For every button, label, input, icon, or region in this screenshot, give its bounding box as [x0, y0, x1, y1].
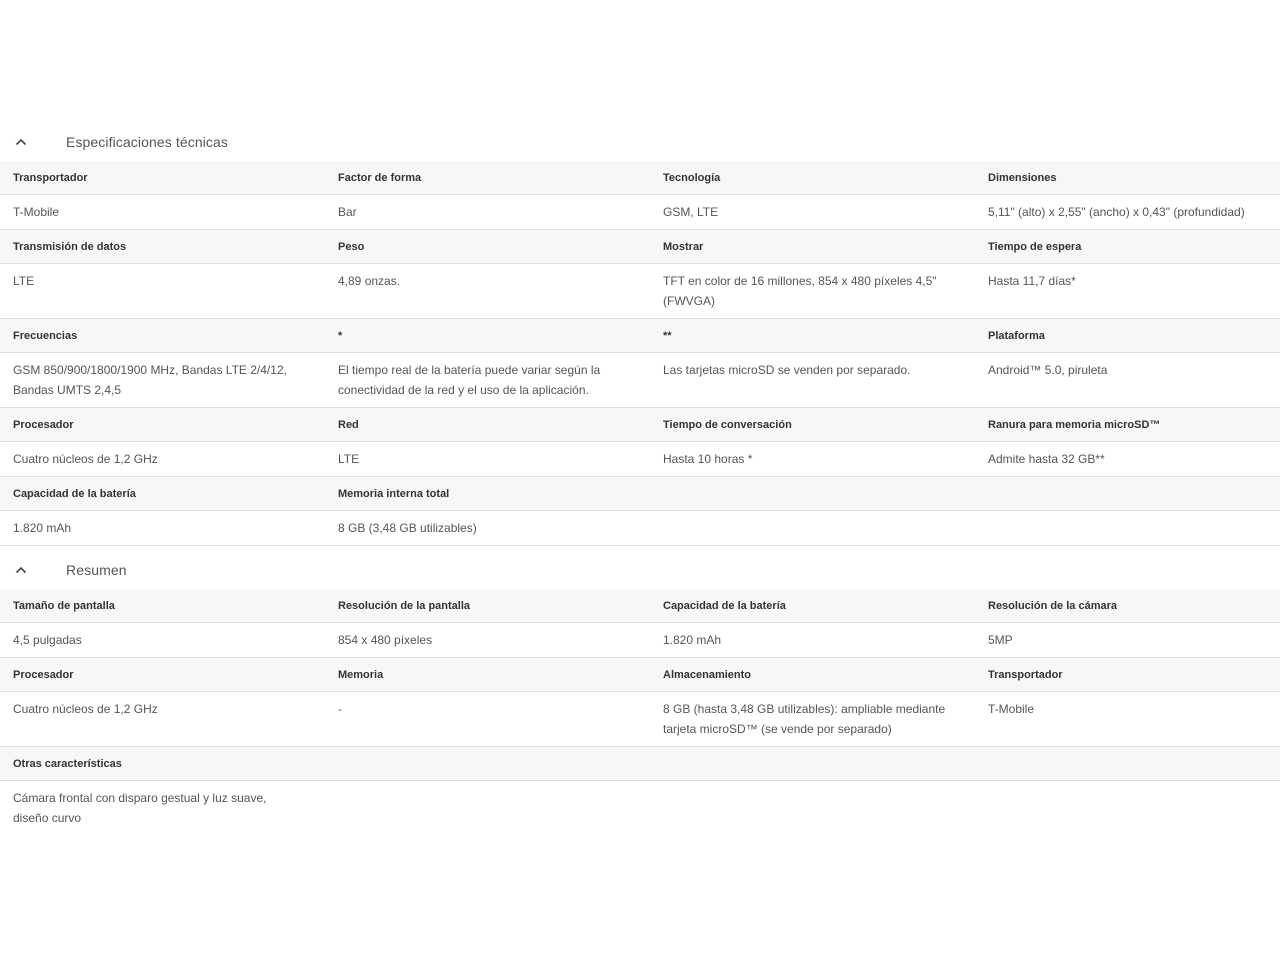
spec-label: Tiempo de espera [975, 230, 1280, 264]
spec-value: GSM, LTE [650, 195, 975, 230]
spec-section-header[interactable] [0, 123, 1280, 161]
spec-label: Peso [325, 230, 650, 264]
spec-value: 4,89 onzas. [325, 264, 650, 319]
spec-label [650, 747, 975, 781]
spec-label: Ranura para memoria microSD™ [975, 408, 1280, 442]
summary-grid [0, 589, 1280, 835]
spec-value: 1.820 mAh [0, 511, 325, 546]
spec-label: * [325, 319, 650, 353]
spec-label: Red [325, 408, 650, 442]
spec-value: LTE [325, 442, 650, 477]
spec-value: Android™ 5.0, piruleta [975, 353, 1280, 408]
spec-label: Mostrar [650, 230, 975, 264]
spec-label: Transportador [975, 658, 1280, 692]
spec-label: Capacidad de la batería [650, 589, 975, 623]
spec-value: 854 x 480 píxeles [325, 623, 650, 658]
spec-value: Cámara frontal con disparo gestual y luz suave, diseño curvo [0, 781, 325, 835]
spec-label: Tamaño de pantalla [0, 589, 325, 623]
spec-label: Plataforma [975, 319, 1280, 353]
spec-value: T-Mobile [975, 692, 1280, 747]
spec-section-title: Especificaciones técnicas [66, 134, 229, 150]
spec-value: Hasta 11,7 días* [975, 264, 1280, 319]
spec-value: Cuatro núcleos de 1,2 GHz [0, 442, 325, 477]
spec-value: 4,5 pulgadas [0, 623, 325, 658]
spec-grid [0, 161, 1280, 546]
spec-value: GSM 850/900/1800/1900 MHz, Bandas LTE 2/4/12, Bandas UMTS 2,4,5 [0, 353, 325, 408]
spec-label: ** [650, 319, 975, 353]
spec-section [0, 123, 1280, 546]
spec-label: Factor de forma [325, 161, 650, 195]
spec-label: Tecnología [650, 161, 975, 195]
spec-label: Otras características [0, 747, 325, 781]
chevron-up-icon[interactable] [14, 563, 28, 577]
spec-value: 8 GB (3,48 GB utilizables) [325, 511, 650, 546]
spec-label: Frecuencias [0, 319, 325, 353]
spec-value: 8 GB (hasta 3,48 GB utilizables): ampliable mediante tarjeta microSD™ (se vende por separado) [650, 692, 975, 747]
spec-label [975, 747, 1280, 781]
spec-value: El tiempo real de la batería puede variar según la conectividad de la red y el uso de la aplicación. [325, 353, 650, 408]
spec-value: T-Mobile [0, 195, 325, 230]
spec-value: Bar [325, 195, 650, 230]
summary-section-header[interactable] [0, 551, 1280, 589]
spec-value: Cuatro núcleos de 1,2 GHz [0, 692, 325, 747]
spec-label: Tiempo de conversación [650, 408, 975, 442]
spec-label: Memoria [325, 658, 650, 692]
spec-value: - [325, 692, 650, 747]
spec-label: Transmisión de datos [0, 230, 325, 264]
spec-label: Memoria interna total [325, 477, 650, 511]
spec-value: 1.820 mAh [650, 623, 975, 658]
spec-label: Procesador [0, 408, 325, 442]
spec-value: 5MP [975, 623, 1280, 658]
summary-section [0, 551, 1280, 835]
spec-label [975, 477, 1280, 511]
spec-value [325, 781, 650, 835]
spec-label: Capacidad de la batería [0, 477, 325, 511]
spec-label: Procesador [0, 658, 325, 692]
spec-value [650, 781, 975, 835]
spec-label: Almacenamiento [650, 658, 975, 692]
spec-label [650, 477, 975, 511]
spec-value: Admite hasta 32 GB** [975, 442, 1280, 477]
spec-label: Resolución de la pantalla [325, 589, 650, 623]
spec-label: Dimensiones [975, 161, 1280, 195]
spec-value: Hasta 10 horas * [650, 442, 975, 477]
spec-label [325, 747, 650, 781]
summary-section-title: Resumen [66, 562, 127, 578]
spec-label: Transportador [0, 161, 325, 195]
spec-value [975, 511, 1280, 546]
spec-value [650, 511, 975, 546]
spec-value: LTE [0, 264, 325, 319]
spec-value: 5,11" (alto) x 2,55" (ancho) x 0,43" (profundidad) [975, 195, 1280, 230]
chevron-up-icon[interactable] [14, 135, 28, 149]
spec-label: Resolución de la cámara [975, 589, 1280, 623]
spec-value: TFT en color de 16 millones, 854 x 480 píxeles 4,5" (FWVGA) [650, 264, 975, 319]
spec-value: Las tarjetas microSD se venden por separado. [650, 353, 975, 408]
spec-value [975, 781, 1280, 835]
